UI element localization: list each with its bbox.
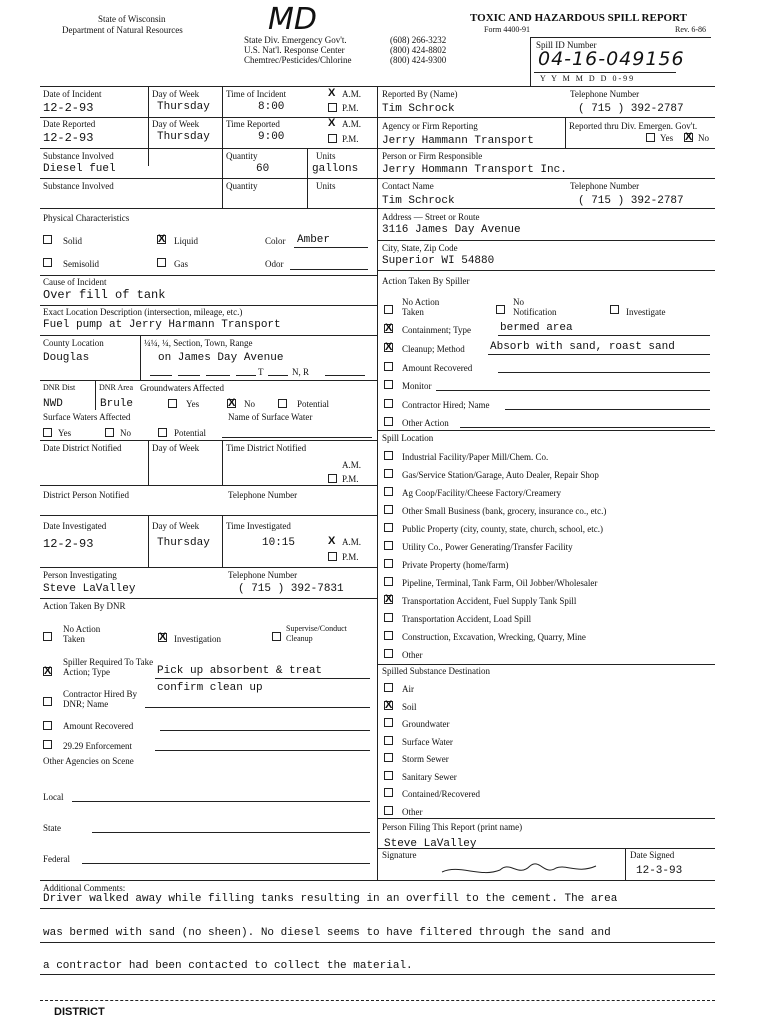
odor-label: Odor bbox=[265, 259, 284, 269]
agency-reporting-value: Jerry Hammann Transport bbox=[382, 135, 534, 147]
date-incident-label: Date of Incident bbox=[43, 89, 102, 99]
surface-waters-label: Surface Waters Affected bbox=[43, 412, 131, 422]
quantity-label: Quantity bbox=[226, 151, 258, 161]
investigation-label: Investigation bbox=[174, 634, 221, 644]
containment-label: Containment; Type bbox=[402, 325, 471, 335]
address-value: 3116 James Day Avenue bbox=[382, 224, 521, 236]
spiller-required-value-1: Pick up absorbent & treat bbox=[157, 665, 323, 677]
physical-characteristics-label: Physical Characteristics bbox=[43, 213, 130, 223]
spiller-investigate-label: Investigate bbox=[626, 307, 666, 317]
person-investigating-label: Person Investigating bbox=[43, 570, 117, 580]
supervise-cleanup-checkbox[interactable] bbox=[272, 632, 281, 641]
county-label: County Location bbox=[43, 338, 104, 348]
action-dnr-label: Action Taken By DNR bbox=[43, 601, 126, 611]
time-incident-label: Time of Incident bbox=[226, 89, 287, 99]
supervise-cleanup-label: Supervise/Conduct Cleanup bbox=[286, 624, 347, 643]
gw-potential-label: Potential bbox=[297, 399, 329, 409]
destination-checkbox[interactable] bbox=[384, 718, 393, 727]
destination-label: Groundwater bbox=[402, 719, 450, 729]
spiller-no-action-checkbox[interactable] bbox=[384, 305, 393, 314]
reporter-telephone-label: Telephone Number bbox=[570, 89, 640, 99]
spill-location-checkbox[interactable] bbox=[384, 559, 393, 568]
phone-line-2: (800) 424-8802 bbox=[390, 45, 447, 55]
responsible-value: Jerry Hommann Transport Inc. bbox=[382, 164, 567, 176]
pm-label-3: P.M. bbox=[342, 474, 359, 484]
initials-handwritten: MD bbox=[268, 2, 317, 37]
comments-line-3: a contractor had been contacted to collect the material. bbox=[43, 960, 413, 972]
date-investigated-value: 12-2-93 bbox=[43, 537, 94, 551]
sw-yes-label: Yes bbox=[58, 428, 72, 438]
spill-location-checkbox[interactable] bbox=[384, 595, 393, 604]
dnr-amount-recovered-label: Amount Recovered bbox=[63, 721, 134, 731]
destination-checkbox[interactable] bbox=[384, 736, 393, 745]
contact-name-label: Contact Name bbox=[382, 181, 434, 191]
destination-checkbox[interactable] bbox=[384, 806, 393, 815]
other-agencies-label: Other Agencies on Scene bbox=[43, 756, 134, 766]
destination-label: Contained/Recovered bbox=[402, 789, 480, 799]
investigator-phone-value: ( 715 ) 392-7831 bbox=[238, 583, 344, 595]
date-incident-value: 12-2-93 bbox=[43, 101, 94, 115]
pm-checkbox[interactable] bbox=[328, 103, 337, 112]
destination-label: Air bbox=[402, 684, 414, 694]
reported-thru-yes-label: Yes bbox=[660, 133, 674, 143]
spill-location-checkbox[interactable] bbox=[384, 613, 393, 622]
person-filing-value: Steve LaValley bbox=[384, 838, 477, 850]
solid-label: Solid bbox=[63, 236, 83, 246]
spiller-investigate-checkbox[interactable] bbox=[610, 305, 619, 314]
gw-potential-checkbox[interactable] bbox=[278, 399, 287, 408]
spiller-no-notification-checkbox[interactable] bbox=[496, 305, 505, 314]
township-t-label: T bbox=[258, 367, 264, 377]
contact-line-1: State Div. Emergency Gov't. bbox=[244, 35, 347, 45]
spill-location-label: Gas/Service Station/Garage, Auto Dealer, Repair Shop bbox=[402, 470, 599, 480]
dow-incident-value: Thursday bbox=[157, 101, 210, 113]
signature-image bbox=[440, 856, 600, 882]
am-label-2: A.M. bbox=[342, 119, 362, 129]
contact-telephone-label: Telephone Number bbox=[570, 181, 640, 191]
solid-checkbox[interactable] bbox=[43, 235, 52, 244]
federal-label: Federal bbox=[43, 854, 70, 864]
am-label: A.M. bbox=[342, 89, 362, 99]
dow-reported-value: Thursday bbox=[157, 131, 210, 143]
section-value: on James Day Avenue bbox=[158, 352, 284, 364]
form-number: Form 4400-91 bbox=[484, 25, 530, 34]
township-n-label: N, R bbox=[292, 367, 310, 377]
person-investigating-value: Steve LaValley bbox=[43, 583, 136, 595]
substance-label-2: Substance Involved bbox=[43, 181, 114, 191]
destination-checkbox[interactable] bbox=[384, 771, 393, 780]
time-reported-value: 9:00 bbox=[258, 131, 285, 143]
spill-location-label: Industrial Facility/Paper Mill/Chem. Co. bbox=[402, 452, 549, 462]
units-value: gallons bbox=[312, 163, 359, 175]
dnr-dist-value: NWD bbox=[43, 398, 63, 410]
date-reported-label: Date Reported bbox=[43, 119, 96, 129]
destination-label: Other bbox=[402, 806, 423, 817]
time-incident-value: 8:00 bbox=[258, 101, 285, 113]
phone-line-1: (608) 266-3232 bbox=[390, 35, 447, 45]
gw-yes-checkbox[interactable] bbox=[168, 399, 177, 408]
cleanup-checkbox[interactable] bbox=[384, 343, 393, 352]
destination-checkbox[interactable] bbox=[384, 753, 393, 762]
investigation-checkbox[interactable] bbox=[158, 633, 167, 642]
dow-investigated-value: Thursday bbox=[157, 537, 210, 549]
spill-location-checkbox[interactable] bbox=[384, 631, 393, 640]
agency-line-2: Department of Natural Resources bbox=[62, 25, 183, 35]
spill-location-label: Other Small Business (bank, grocery, insurance co., etc.) bbox=[402, 506, 607, 516]
local-label: Local bbox=[43, 792, 64, 802]
spill-location-checkbox[interactable] bbox=[384, 505, 393, 514]
groundwaters-label: Groundwaters Affected bbox=[140, 383, 225, 393]
district-person-label: District Person Notified bbox=[43, 490, 129, 500]
action-spiller-label: Action Taken By Spiller bbox=[382, 276, 470, 286]
pm-label-2: P.M. bbox=[342, 134, 359, 144]
spiller-no-action-label: No Action Taken bbox=[402, 297, 440, 317]
reported-by-value: Tim Schrock bbox=[382, 103, 455, 115]
sw-potential-checkbox[interactable] bbox=[158, 428, 167, 437]
spill-location-label: Other bbox=[402, 650, 423, 660]
dnr-contractor-checkbox[interactable] bbox=[43, 697, 52, 706]
dow-investigated-label: Day of Week bbox=[152, 521, 200, 531]
comments-line-1: Driver walked away while filling tanks resulting in an overfill to the cement. The area bbox=[43, 893, 618, 905]
location-value: Fuel pump at Jerry Harmann Transport bbox=[43, 319, 281, 331]
am-label-4: A.M. bbox=[342, 537, 362, 547]
units-label-2: Units bbox=[316, 181, 336, 191]
substance-label: Substance Involved bbox=[43, 151, 114, 161]
reported-thru-yes-checkbox[interactable] bbox=[646, 133, 655, 142]
other-action-label: Other Action bbox=[402, 418, 449, 428]
monitor-label: Monitor bbox=[402, 381, 432, 391]
liquid-checkbox[interactable] bbox=[157, 235, 166, 244]
section-label: ¼¼, ¼, Section, Town, Range bbox=[144, 338, 253, 348]
location-label: Exact Location Description (intersection, mileage, etc.) bbox=[43, 307, 243, 317]
dnr-dist-label: DNR Dist bbox=[43, 383, 76, 392]
date-investigated-label: Date Investigated bbox=[43, 521, 107, 531]
reported-thru-no-checkbox[interactable] bbox=[684, 133, 693, 142]
cleanup-label: Cleanup; Method bbox=[402, 344, 465, 354]
other-action-checkbox[interactable] bbox=[384, 417, 393, 426]
reporter-phone-value: ( 715 ) 392-2787 bbox=[578, 103, 684, 115]
quantity-value: 60 bbox=[256, 163, 270, 175]
spill-location-checkbox[interactable] bbox=[384, 523, 393, 532]
spiller-contractor-checkbox[interactable] bbox=[384, 399, 393, 408]
dnr-amount-recovered-checkbox[interactable] bbox=[43, 721, 52, 730]
city-value: Superior WI 54880 bbox=[382, 255, 495, 267]
signature-label: Signature bbox=[382, 850, 417, 860]
county-value: Douglas bbox=[43, 352, 90, 364]
gw-yes-label: Yes bbox=[186, 399, 200, 409]
pm-label-4: P.M. bbox=[342, 552, 359, 562]
color-value: Amber bbox=[297, 234, 331, 246]
district-footer: DISTRICT bbox=[54, 1006, 105, 1018]
reported-thru-no-label: No bbox=[698, 133, 709, 143]
date-signed-value: 12-3-93 bbox=[636, 865, 683, 877]
cause-value: Over fill of tank bbox=[43, 288, 166, 302]
investigator-telephone-label: Telephone Number bbox=[228, 570, 298, 580]
cleanup-value: Absorb with sand, roast sand bbox=[490, 341, 675, 353]
pm-checkbox-3[interactable] bbox=[328, 474, 337, 483]
sw-yes-checkbox[interactable] bbox=[43, 428, 52, 437]
spill-location-checkbox[interactable] bbox=[384, 487, 393, 496]
spill-location-checkbox[interactable] bbox=[384, 541, 393, 550]
spiller-required-label: Spiller Required To Take Action; Type bbox=[63, 657, 154, 677]
spill-location-label: Spill Location bbox=[382, 433, 434, 443]
dnr-contractor-label: Contractor Hired By DNR; Name bbox=[63, 689, 137, 709]
contact-phone-value: ( 715 ) 392-2787 bbox=[578, 195, 684, 207]
pm-checkbox-2[interactable] bbox=[328, 134, 337, 143]
date-district-label: Date District Notified bbox=[43, 443, 122, 453]
dow-district-label: Day of Week bbox=[152, 443, 200, 453]
comments-label: Additional Comments: bbox=[43, 883, 126, 893]
pm-label: P.M. bbox=[342, 103, 359, 113]
reported-by-label: Reported By (Name) bbox=[382, 89, 458, 99]
surface-water-name-label: Name of Surface Water bbox=[228, 412, 313, 422]
spill-location-label: Construction, Excavation, Wrecking, Quarry, Mine bbox=[402, 632, 586, 642]
destination-label: Soil bbox=[402, 701, 417, 712]
units-label: Units bbox=[316, 151, 336, 161]
phone-line-3: (800) 424-9300 bbox=[390, 55, 447, 65]
spiller-contractor-label: Contractor Hired; Name bbox=[402, 400, 490, 410]
dnr-area-label: DNR Area bbox=[99, 383, 133, 392]
district-telephone-label: Telephone Number bbox=[228, 490, 298, 500]
pm-checkbox-4[interactable] bbox=[328, 552, 337, 561]
containment-checkbox[interactable] bbox=[384, 324, 393, 333]
contact-name-value: Tim Schrock bbox=[382, 195, 455, 207]
time-district-label: Time District Notified bbox=[226, 443, 307, 453]
spill-location-label: Pipeline, Terminal, Tank Farm, Oil Jobber/Wholesaler bbox=[402, 578, 598, 588]
spill-id-label: Spill ID Number bbox=[536, 40, 597, 50]
spill-location-checkbox[interactable] bbox=[384, 469, 393, 478]
destination-checkbox[interactable] bbox=[384, 701, 393, 710]
date-signed-label: Date Signed bbox=[630, 850, 675, 860]
spill-location-checkbox[interactable] bbox=[384, 577, 393, 586]
agency-reporting-label: Agency or Firm Reporting bbox=[382, 121, 478, 131]
sw-no-label: No bbox=[120, 428, 131, 438]
contact-line-2: U.S. Nat'l. Response Center bbox=[244, 45, 345, 55]
color-label: Color bbox=[265, 236, 286, 246]
quantity-label-2: Quantity bbox=[226, 181, 258, 191]
responsible-label: Person or Firm Responsible bbox=[382, 151, 483, 161]
agency-line-1: State of Wisconsin bbox=[98, 14, 166, 24]
spiller-amount-recovered-checkbox[interactable] bbox=[384, 362, 393, 371]
reported-thru-label: Reported thru Div. Emergen. Gov't. bbox=[569, 121, 698, 131]
state-label: State bbox=[43, 823, 61, 833]
spiller-required-value-2: confirm clean up bbox=[157, 682, 263, 694]
spill-location-checkbox[interactable] bbox=[384, 649, 393, 658]
spiller-amount-recovered-label: Amount Recovered bbox=[402, 363, 473, 373]
time-investigated-value: 10:15 bbox=[262, 537, 296, 549]
spill-location-label: Utility Co., Power Generating/Transfer Facility bbox=[402, 542, 573, 552]
contact-line-3: Chemtrec/Pesticides/Chlorine bbox=[244, 55, 352, 65]
monitor-checkbox[interactable] bbox=[384, 380, 393, 389]
date-reported-value: 12-2-93 bbox=[43, 131, 94, 145]
spill-location-label: Transportation Accident, Fuel Supply Tank Spill bbox=[402, 596, 577, 606]
enforcement-label: 29.29 Enforcement bbox=[63, 741, 132, 751]
form-title: TOXIC AND HAZARDOUS SPILL REPORT bbox=[470, 12, 688, 24]
gw-no-checkbox[interactable] bbox=[227, 399, 236, 408]
dnr-area-value: Brule bbox=[100, 398, 134, 410]
sw-potential-label: Potential bbox=[174, 428, 206, 438]
semisolid-label: Semisolid bbox=[63, 259, 100, 269]
semisolid-checkbox[interactable] bbox=[43, 258, 52, 267]
gas-label: Gas bbox=[174, 259, 188, 269]
spill-location-label: Transportation Accident, Load Spill bbox=[402, 614, 532, 624]
destination-label: Surface Water bbox=[402, 736, 453, 747]
dow-reported-label: Day of Week bbox=[152, 119, 200, 129]
spill-location-label: Private Property (home/farm) bbox=[402, 560, 509, 570]
dnr-no-action-checkbox[interactable] bbox=[43, 632, 52, 641]
dnr-no-action-label: No Action Taken bbox=[63, 624, 101, 644]
spiller-no-notification-label: No Notification bbox=[513, 297, 557, 317]
comments-line-2: was bermed with sand (no sheen). No diesel seems to have filtered through the sand and bbox=[43, 927, 611, 939]
city-label: City, State, Zip Code bbox=[382, 243, 458, 253]
containment-value: bermed area bbox=[500, 322, 573, 334]
gw-no-label: No bbox=[244, 399, 255, 409]
spill-id-value: 04-16-049156 bbox=[538, 48, 685, 70]
spiller-required-checkbox[interactable] bbox=[43, 667, 52, 676]
gas-checkbox[interactable] bbox=[157, 258, 166, 267]
spill-location-label: Public Property (city, county, state, church, school, etc.) bbox=[402, 524, 604, 534]
spill-location-label: Ag Coop/Facility/Cheese Factory/Creamery bbox=[402, 488, 561, 498]
time-reported-label: Time Reported bbox=[226, 119, 280, 129]
time-investigated-label: Time Investigated bbox=[226, 521, 291, 531]
destination-label: Spilled Substance Destination bbox=[382, 666, 490, 676]
spill-location-checkbox[interactable] bbox=[384, 451, 393, 460]
sw-no-checkbox[interactable] bbox=[105, 428, 114, 437]
dow-incident-label: Day of Week bbox=[152, 89, 200, 99]
liquid-label: Liquid bbox=[174, 236, 198, 246]
address-label: Address — Street or Route bbox=[382, 212, 480, 222]
form-revision: Rev. 6-86 bbox=[675, 25, 707, 34]
destination-checkbox[interactable] bbox=[384, 788, 393, 797]
cause-label: Cause of Incident bbox=[43, 277, 107, 287]
enforcement-checkbox[interactable] bbox=[43, 740, 52, 749]
destination-label: Storm Sewer bbox=[402, 754, 449, 764]
spill-id-format: Y Y M M D D 0-99 bbox=[540, 74, 636, 83]
destination-checkbox[interactable] bbox=[384, 683, 393, 692]
person-filing-label: Person Filing This Report (print name) bbox=[382, 822, 523, 832]
destination-label: Sanitary Sewer bbox=[402, 771, 457, 782]
substance-value: Diesel fuel bbox=[43, 163, 116, 175]
am-label-3: A.M. bbox=[342, 460, 362, 470]
